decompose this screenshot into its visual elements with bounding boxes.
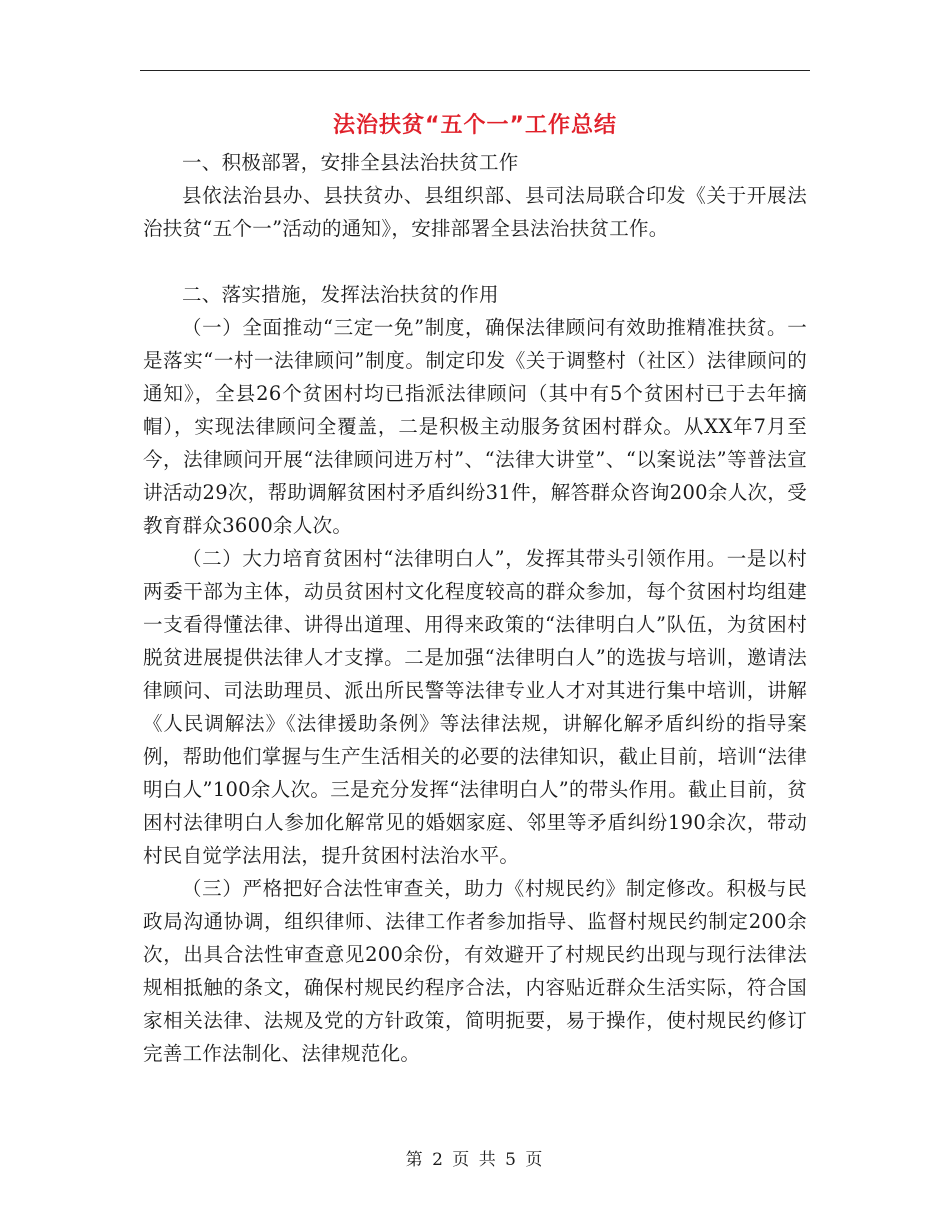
document-body [143, 146, 807, 1070]
section-2-paragraph-3: （三）严格把好合法性审查关，助力《村规民约》制定修改。积极与民政局沟通协调，组织律师、法律工作者参加指导、监督村规民约制定200余次，出具合法性审查意见200余份，有效避开了村规民约出现与现行法律法规相抵触的条文，确保村规民约程序合法，内容贴近群众生活实际，符合国家相关法律、法规及党的方针政策，简明扼要，易于操作，使村规民约修订完善工作法制化、法律规范化。 [143, 877, 807, 1065]
section-1-paragraph: 县依法治县办、县扶贫办、县组织部、县司法局联合印发《关于开展法治扶贫“五个一”活动的通知》，安排部署全县法治扶贫工作。 [143, 184, 807, 240]
section-2-heading: 二、落实措施，发挥法治扶贫的作用 [182, 283, 499, 306]
section-2-paragraph-2: （二）大力培育贫困村“法律明白人”，发挥其带头引领作用。一是以村两委干部为主体，动员贫困村文化程度较高的群众参加，每个贫困村均组建一支看得懂法律、讲得出道理、用得来政策的“法律明白人”队伍，为贫困村脱贫进展提供法律人才支撑。二是加强“法律明白人”的选拔与培训，邀请法律顾问、司法助理员、派出所民警等法律专业人才对其进行集中培训，讲解《人民调解法》《法律援助条例》等法律法规，讲解化解矛盾纠纷的指导案例，帮助他们掌握与生产生活相关的必要的法律知识，截止目前，培训“法律明白人”100余人次。三是充分发挥“法律明白人”的带头作用。截止目前，贫困村法律明白人参加化解常见的婚姻家庭、邻里等矛盾纠纷190余次，带动村民自觉学法用法，提升贫困村法治水平。 [143, 547, 807, 867]
document-title: 法治扶贫“五个一”工作总结 [333, 113, 617, 138]
section-2-paragraph-1: （一）全面推动“三定一免”制度，确保法律顾问有效助推精准扶贫。一是落实“一村一法律顾问”制度。制定印发《关于调整村（社区）法律顾问的通知》，全县26个贫困村均已指派法律顾问（其中有5个贫困村已于去年摘帽），实现法律顾问全覆盖，二是积极主动服务贫困村群众。从XX年7月至今，法律顾问开展“法律顾问进万村”、“法律大讲堂”、“以案说法”等普法宣讲活动29次，帮助调解贫困村矛盾纠纷31件，解答群众咨询200余人次，受教育群众3600余人次。 [143, 316, 807, 537]
paragraph-gap [143, 245, 807, 278]
page-number-footer: 第 2 页 共 5 页 [405, 1150, 545, 1170]
section-1-heading: 一、积极部署，安排全县法治扶贫工作 [182, 151, 519, 174]
header-rule [140, 70, 810, 71]
